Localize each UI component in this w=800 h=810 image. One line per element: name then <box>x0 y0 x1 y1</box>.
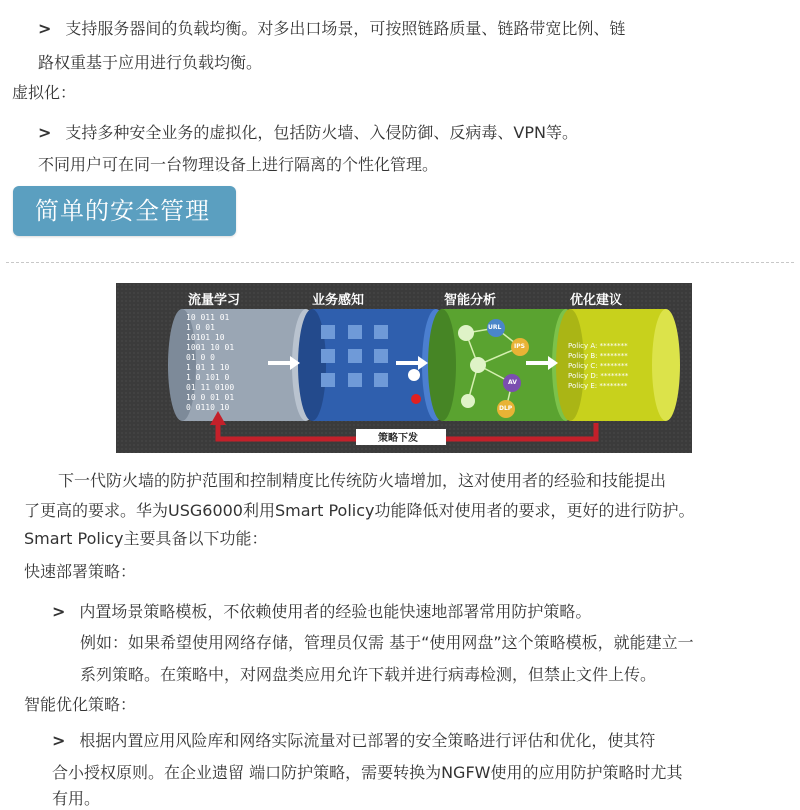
bullet-marker: > <box>52 731 66 750</box>
load-balance-line1: > 支持服务器间的负载均衡。对多出口场景，可按照链路质量、链路带宽比例、链 <box>38 19 626 38</box>
node-label-dlp: DLP <box>499 405 513 412</box>
node-label-av: AV <box>508 379 517 386</box>
body-line3: Smart Policy主要具备以下功能： <box>24 529 268 548</box>
dashed-divider <box>6 262 794 263</box>
fast-deploy-line1: > 内置场景策略模板，不依赖使用者的经验也能快速地部署常用防护策略。 <box>52 602 592 621</box>
stage-label-traffic-learning: 流量学习 <box>188 293 241 308</box>
bullet-marker: > <box>38 19 52 38</box>
fast-deploy-line2: 例如：如果希望使用网络存储，管理员仅需 基于“使用网盘”这个策略模板，就能建立一 <box>80 633 694 652</box>
policy-list: Policy A: ******** Policy B: ******** Policy C: ******** Policy D: ******** Policy E: ******** <box>568 342 629 390</box>
body-line1: 下一代防火墙的防护范围和控制精度比传统防火墙增加，这对使用者的经验和技能提出 <box>58 471 667 490</box>
stage-label-optimization: 优化建议 <box>570 293 623 308</box>
node-label-url: URL <box>488 324 502 331</box>
smart-opt-heading: 智能优化策略： <box>24 695 137 714</box>
binary-data: 10 011 01 1 0 01 10101 10 1001 10 01 01 0 0 1 01 1 10 1 0 101 0 01 11 0100 10 0 01 01 0 0110 10 <box>186 313 235 412</box>
virtualization-line2: 不同用户可在同一台物理设备上进行隔离的个性化管理。 <box>38 155 439 174</box>
load-balance-line2: 路权重基于应用进行负载均衡。 <box>38 53 263 72</box>
smart-opt-line1: > 根据内置应用风险库和网络实际流量对已部署的安全策略进行评估和优化，使其符 <box>52 731 656 750</box>
stage-label-smart-analysis: 智能分析 <box>444 293 497 308</box>
bullet-marker: > <box>52 602 66 621</box>
smart-policy-diagram <box>116 283 692 453</box>
node-label-ips: IPS <box>514 343 525 350</box>
stage-label-service-aware: 业务感知 <box>312 293 365 308</box>
smart-opt-line3: 有用。 <box>52 789 101 808</box>
bullet-marker: > <box>38 123 52 142</box>
service-aware-cylinder <box>298 309 450 421</box>
virtualization-line1: > 支持多种安全业务的虚拟化，包括防火墙、入侵防御、反病毒、VPN等。 <box>38 123 578 142</box>
fast-deploy-heading: 快速部署策略： <box>24 562 137 581</box>
body-line2: 了更高的要求。华为USG6000利用Smart Policy功能降低对使用者的要求，更好的进行防护。 <box>24 501 695 520</box>
virtualization-heading: 虚拟化： <box>12 83 77 102</box>
fast-deploy-line3: 系列策略。在策略中，对网盘类应用允许下载并进行病毒检测，但禁止文件上传。 <box>80 665 657 684</box>
feedback-label: 策略下发 <box>378 433 418 444</box>
section-title: 简单的安全管理 <box>13 186 236 236</box>
smart-opt-line2: 合小授权原则。在企业遗留 端口防护策略，需要转换为NGFW使用的应用防护策略时尤其 <box>52 763 683 782</box>
